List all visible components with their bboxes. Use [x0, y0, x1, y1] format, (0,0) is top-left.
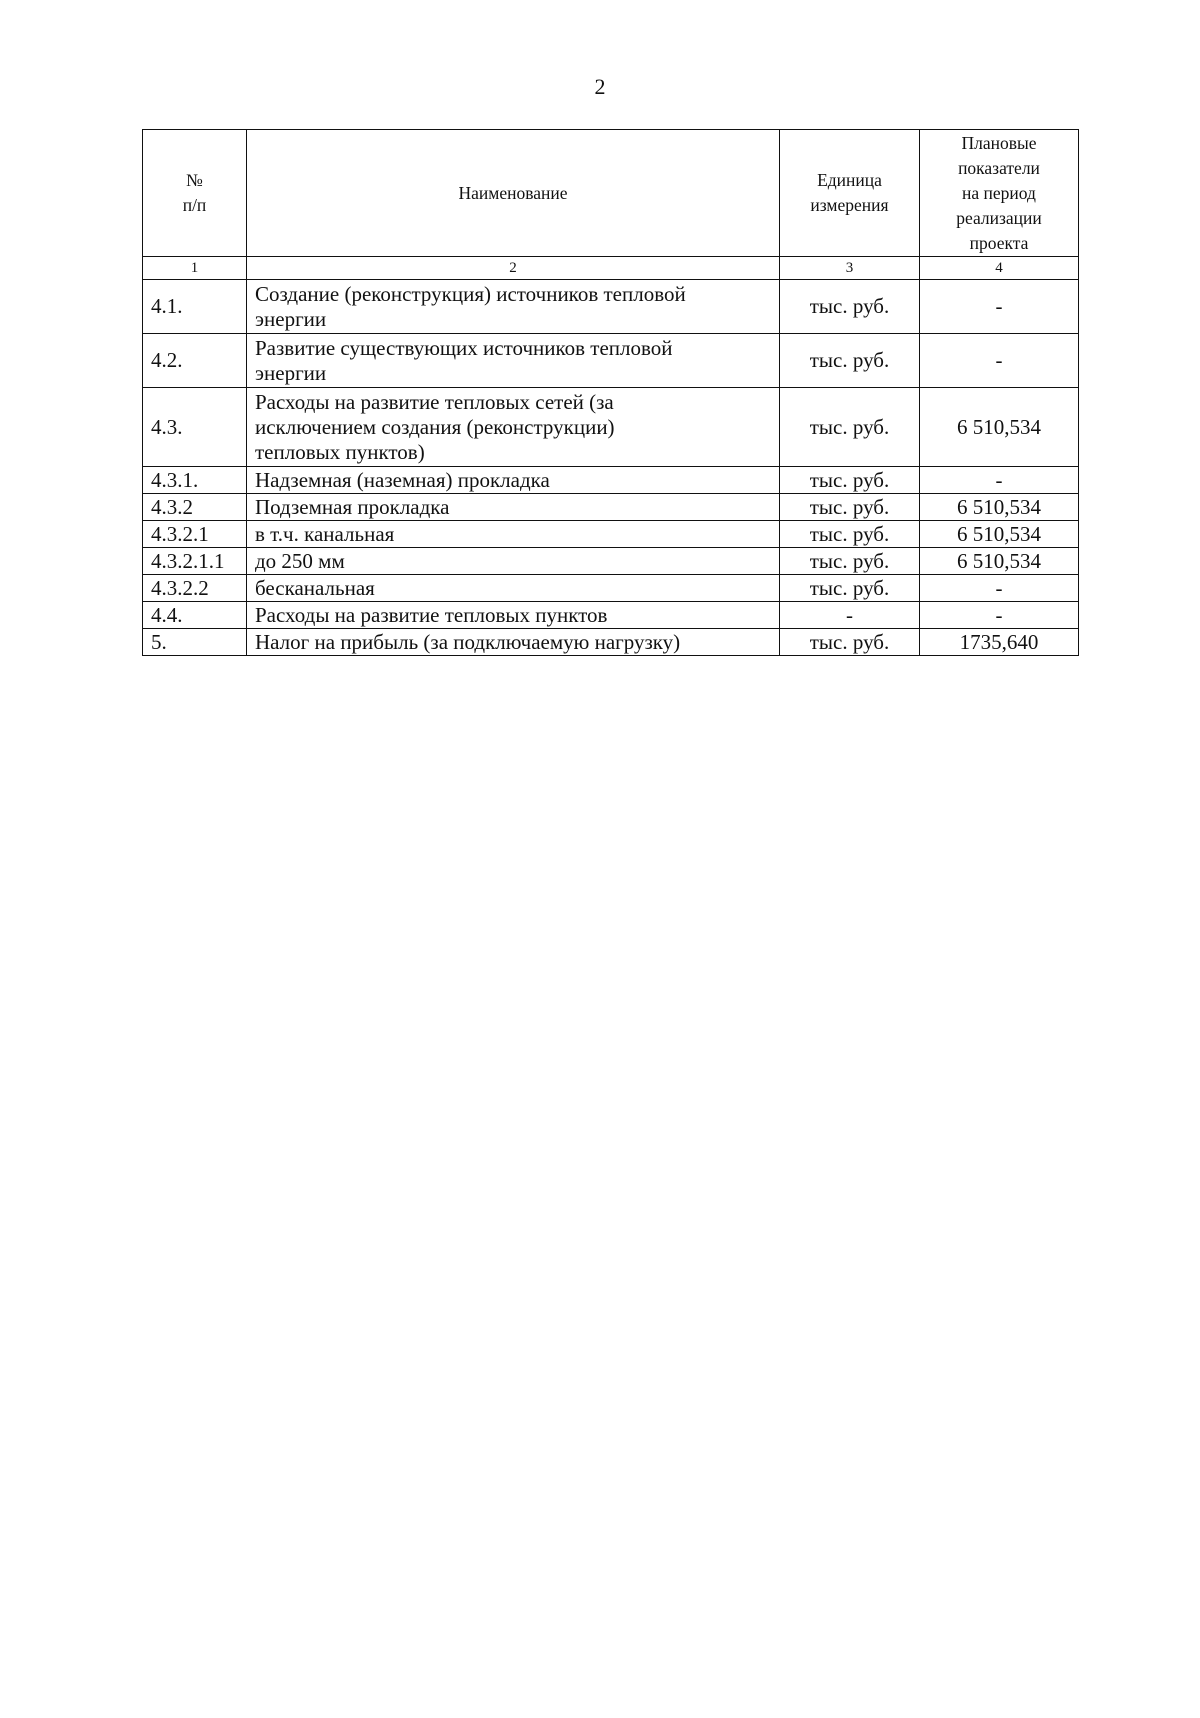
row-name-line: Подземная прокладка	[255, 494, 450, 519]
row-number: 4.1.	[143, 280, 247, 334]
table-row	[143, 280, 1079, 334]
page-number: 2	[594, 74, 606, 99]
row-name-line: Налог на прибыль (за подключаемую нагрузку)	[255, 629, 681, 654]
row-number: 4.3.2.1	[143, 521, 247, 548]
row-name-line: тепловых пунктов)	[255, 439, 425, 464]
row-name-line: Расходы на развитие тепловых пунктов	[255, 602, 608, 627]
table-row	[143, 388, 1079, 467]
row-name-line: исключением создания (реконструкции)	[255, 414, 615, 439]
row-unit: тыс. руб.	[780, 548, 920, 575]
table-row	[143, 629, 1079, 656]
row-name	[247, 467, 780, 494]
header-value-line: реализации	[956, 207, 1042, 228]
row-value: 6 510,534	[920, 521, 1079, 548]
header-unit-line: измерения	[810, 195, 889, 215]
investment-table	[142, 129, 1079, 656]
header-name: Наименование	[247, 130, 780, 257]
row-unit: тыс. руб.	[780, 575, 920, 602]
header-value	[920, 130, 1079, 257]
table-row	[143, 521, 1079, 548]
table-row	[143, 334, 1079, 388]
row-name	[247, 494, 780, 521]
row-number: 4.4.	[143, 602, 247, 629]
row-name	[247, 548, 780, 575]
header-num-line: №	[186, 170, 203, 190]
row-unit: тыс. руб.	[780, 280, 920, 334]
header-num-line: п/п	[182, 195, 207, 215]
row-number: 4.3.2.1.1	[143, 548, 247, 575]
header-unit-line: Единица	[817, 170, 882, 190]
row-name	[247, 521, 780, 548]
row-number: 4.3.2	[143, 494, 247, 521]
row-number: 4.3.2.2	[143, 575, 247, 602]
header-value-line: Плановые	[961, 132, 1037, 153]
table-row	[143, 575, 1079, 602]
row-unit: тыс. руб.	[780, 334, 920, 388]
row-name-line: до 250 мм	[255, 548, 345, 573]
header-unit	[780, 130, 920, 257]
row-name-line: энергии	[255, 306, 327, 331]
row-value: -	[920, 467, 1079, 494]
row-name-line: Расходы на развитие тепловых сетей (за	[255, 389, 614, 414]
header-value-line: на период	[962, 182, 1036, 203]
row-value: -	[920, 334, 1079, 388]
header-value-line: проекта	[969, 232, 1029, 253]
row-value: 6 510,534	[920, 388, 1079, 467]
row-number: 4.3.1.	[143, 467, 247, 494]
row-unit: тыс. руб.	[780, 629, 920, 656]
row-unit: тыс. руб.	[780, 521, 920, 548]
header-value-line: показатели	[958, 157, 1040, 178]
row-number: 5.	[143, 629, 247, 656]
row-number: 4.3.	[143, 388, 247, 467]
column-number: 4	[920, 257, 1079, 280]
row-name	[247, 388, 780, 467]
row-unit: тыс. руб.	[780, 467, 920, 494]
row-name-line: Создание (реконструкция) источников тепловой	[255, 281, 686, 306]
row-value: -	[920, 602, 1079, 629]
row-value: -	[920, 280, 1079, 334]
row-name-line: бесканальная	[255, 575, 375, 600]
row-name-line: Развитие существующих источников тепловой	[255, 335, 673, 360]
table-header-row	[143, 130, 1079, 257]
row-unit: тыс. руб.	[780, 494, 920, 521]
column-number: 1	[143, 257, 247, 280]
row-value: 1735,640	[920, 629, 1079, 656]
row-value: -	[920, 575, 1079, 602]
row-value: 6 510,534	[920, 548, 1079, 575]
row-unit: тыс. руб.	[780, 388, 920, 467]
row-name	[247, 575, 780, 602]
row-name	[247, 629, 780, 656]
row-name-line: Надземная (наземная) прокладка	[255, 467, 550, 492]
row-name	[247, 334, 780, 388]
row-name-line: в т.ч. канальная	[255, 521, 395, 546]
column-number: 2	[247, 257, 780, 280]
row-number: 4.2.	[143, 334, 247, 388]
table-body	[143, 280, 1079, 656]
table-row	[143, 602, 1079, 629]
row-name-line: энергии	[255, 360, 327, 385]
row-name	[247, 602, 780, 629]
table-row	[143, 494, 1079, 521]
row-unit: -	[780, 602, 920, 629]
header-num	[143, 130, 247, 257]
table-row	[143, 467, 1079, 494]
row-name	[247, 280, 780, 334]
column-numbers-row	[143, 257, 1079, 280]
row-value: 6 510,534	[920, 494, 1079, 521]
column-number: 3	[780, 257, 920, 280]
table-row	[143, 548, 1079, 575]
